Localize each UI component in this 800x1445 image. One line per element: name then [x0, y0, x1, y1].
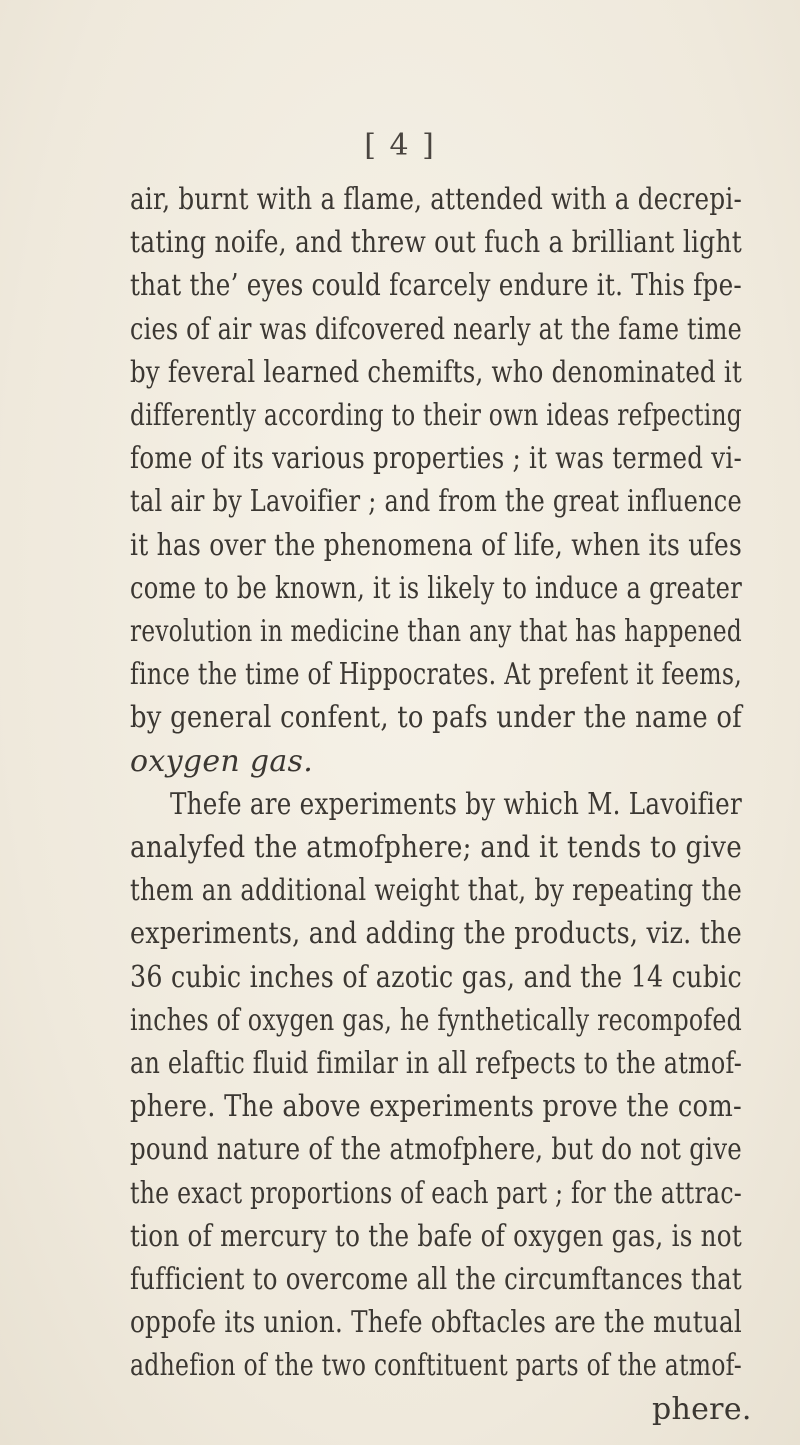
text-line [0, 437, 800, 481]
text-line [0, 394, 800, 438]
text-line [0, 351, 800, 395]
text-line [0, 826, 800, 870]
text-line [0, 1085, 800, 1129]
page-number: [ 4 ] [364, 128, 436, 163]
text-line-content: them an additional weight that, by repeating the [130, 873, 742, 909]
text-line [0, 524, 800, 568]
text-line-content: come to be known, it is likely to induce a greater [130, 570, 742, 606]
text-line [0, 221, 800, 265]
text-line-content: tion of mercury to the bafe of oxygen gas, is not [130, 1218, 742, 1254]
text-line [0, 696, 800, 740]
text-line-content: oxygen gas. [130, 743, 314, 779]
text-line-content: differently according to their own ideas refpecting [130, 398, 742, 433]
text-line [0, 308, 800, 352]
text-line-content: fome of its various properties ; it was termed vi- [130, 441, 742, 477]
text-line [0, 1301, 800, 1345]
text-line [0, 1215, 800, 1259]
text-line-content: by feveral learned chemifts, who denominated it [130, 354, 742, 390]
text-line-content: air, burnt with a flame, attended with a decrepi- [130, 182, 742, 217]
text-line [0, 264, 800, 308]
text-line [0, 1258, 800, 1302]
text-line [0, 610, 800, 654]
text-line [0, 1172, 800, 1216]
text-line-content: revolution in medicine than any that has happened [130, 614, 742, 649]
text-line-content: 36 cubic inches of azotic gas, and the 14 cubic [130, 959, 742, 995]
text-line [0, 912, 800, 956]
text-line-content: tal air by Lavoifier ; and from the great influence [130, 484, 742, 520]
text-line [0, 178, 800, 222]
text-line-content: the exact proportions of each part ; for the attrac- [130, 1175, 742, 1211]
text-line-content: cies of air was difcovered nearly at the fame time [130, 311, 742, 347]
text-line-content: fince the time of Hippocrates. At prefent it feems, [130, 657, 742, 693]
text-line-content: an elaftic fluid fimilar in all refpects to the atmof- [130, 1046, 742, 1081]
text-line-content: experiments, and adding the products, viz. the [130, 916, 742, 952]
text-line-content: analyfed the atmofphere; and it tends to give [130, 830, 742, 865]
text-line-content: adhefion of the two conftituent parts of the atmof- [130, 1348, 742, 1384]
text-line-content: fufficient to overcome all the circumftances that [130, 1262, 742, 1297]
text-line [0, 956, 800, 1000]
text-line [0, 999, 800, 1043]
text-line [0, 480, 800, 524]
text-line-content: it has over the phenomena of life, when its ufes [130, 527, 742, 563]
text-line [0, 567, 800, 611]
text-line-content: oppofe its union. Thefe obftacles are the mutual [130, 1305, 742, 1341]
text-line-content: tating noife, and threw out fuch a brilliant light [130, 225, 742, 261]
text-line [0, 869, 800, 913]
text-line-content: inches of oxygen gas, he fynthetically recompofed [130, 1002, 742, 1038]
text-line-content: Thefe are experiments by which M. Lavoifier [170, 786, 742, 822]
text-line-content: by general confent, to pafs under the name of [130, 700, 742, 736]
text-line-content: pound nature of the atmofphere, but do not give [130, 1132, 742, 1168]
text-line [0, 1344, 800, 1388]
text-line-content: phere. The above experiments prove the com- [130, 1089, 742, 1125]
catchword [0, 1388, 800, 1432]
text-line [0, 740, 800, 784]
text-line-content: that the’ eyes could fcarcely endure it. This fpe- [130, 268, 742, 304]
text-line [0, 783, 800, 827]
text-line [0, 1128, 800, 1172]
text-line [0, 653, 800, 697]
text-line [0, 1042, 800, 1086]
catchword-text: phere. [652, 1391, 752, 1427]
